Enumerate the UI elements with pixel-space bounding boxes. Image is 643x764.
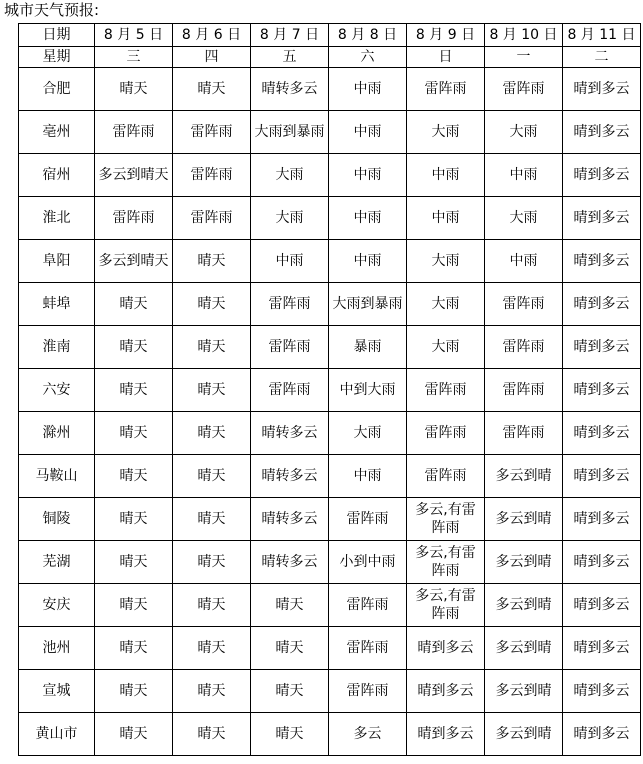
forecast-cell: 中雨 xyxy=(407,197,485,240)
city-cell: 淮南 xyxy=(19,326,95,369)
forecast-cell: 中雨 xyxy=(251,240,329,283)
forecast-cell: 晴转多云 xyxy=(251,498,329,541)
table-row xyxy=(19,627,641,670)
forecast-cell: 大雨 xyxy=(407,283,485,326)
forecast-cell: 晴天 xyxy=(173,584,251,627)
forecast-cell: 雷阵雨 xyxy=(407,412,485,455)
forecast-cell: 多云到晴天 xyxy=(95,240,173,283)
forecast-cell: 雷阵雨 xyxy=(251,283,329,326)
forecast-cell: 雷阵雨 xyxy=(173,111,251,154)
forecast-cell: 晴天 xyxy=(251,670,329,713)
forecast-cell: 中雨 xyxy=(329,154,407,197)
forecast-cell: 大雨 xyxy=(407,111,485,154)
weekday-cell: 日 xyxy=(407,47,485,68)
date-cell: 8 月 6 日 xyxy=(173,24,251,47)
forecast-cell: 晴天 xyxy=(173,240,251,283)
city-cell: 六安 xyxy=(19,369,95,412)
table-row xyxy=(19,154,641,197)
table-row xyxy=(19,713,641,756)
date-cell: 8 月 10 日 xyxy=(485,24,563,47)
forecast-cell: 大雨 xyxy=(407,326,485,369)
table-row xyxy=(19,111,641,154)
city-cell: 芜湖 xyxy=(19,541,95,584)
forecast-cell: 晴到多云 xyxy=(563,240,641,283)
forecast-cell: 多云到晴 xyxy=(485,455,563,498)
forecast-cell: 多云到晴天 xyxy=(95,154,173,197)
forecast-cell: 中到大雨 xyxy=(329,369,407,412)
forecast-cell: 晴到多云 xyxy=(563,713,641,756)
date-cell: 8 月 11 日 xyxy=(563,24,641,47)
forecast-cell: 晴天 xyxy=(251,713,329,756)
forecast-cell: 晴天 xyxy=(251,584,329,627)
date-cell: 8 月 5 日 xyxy=(95,24,173,47)
table-row xyxy=(19,240,641,283)
table-row xyxy=(19,455,641,498)
forecast-cell: 大雨到暴雨 xyxy=(329,283,407,326)
table-row xyxy=(19,498,641,541)
forecast-cell: 多云到晴 xyxy=(485,541,563,584)
forecast-cell: 晴天 xyxy=(173,412,251,455)
forecast-cell: 雷阵雨 xyxy=(329,498,407,541)
forecast-cell: 雷阵雨 xyxy=(485,369,563,412)
forecast-cell: 大雨到暴雨 xyxy=(251,111,329,154)
forecast-cell: 大雨 xyxy=(251,154,329,197)
city-cell: 池州 xyxy=(19,627,95,670)
table-row xyxy=(19,326,641,369)
forecast-cell: 晴天 xyxy=(95,713,173,756)
weekday-cell: 二 xyxy=(563,47,641,68)
forecast-cell: 多云到晴 xyxy=(485,584,563,627)
table-row xyxy=(19,283,641,326)
date-label-cell: 日期 xyxy=(19,24,95,47)
forecast-cell: 晴转多云 xyxy=(251,68,329,111)
forecast-cell: 多云到晴 xyxy=(485,498,563,541)
table-row xyxy=(19,541,641,584)
forecast-cell: 中雨 xyxy=(329,111,407,154)
forecast-cell: 晴天 xyxy=(95,283,173,326)
forecast-cell: 多云到晴 xyxy=(485,713,563,756)
forecast-cell: 晴到多云 xyxy=(563,197,641,240)
forecast-cell: 晴天 xyxy=(173,541,251,584)
forecast-cell: 晴到多云 xyxy=(563,111,641,154)
forecast-cell: 雷阵雨 xyxy=(329,670,407,713)
forecast-cell: 晴转多云 xyxy=(251,412,329,455)
city-cell: 安庆 xyxy=(19,584,95,627)
table-row xyxy=(19,412,641,455)
forecast-cell: 晴天 xyxy=(251,627,329,670)
forecast-cell: 晴天 xyxy=(95,584,173,627)
weekday-cell: 五 xyxy=(251,47,329,68)
weekday-header-row xyxy=(19,47,641,68)
city-cell: 亳州 xyxy=(19,111,95,154)
date-header-row xyxy=(19,24,641,47)
forecast-cell: 晴天 xyxy=(95,455,173,498)
forecast-cell: 晴到多云 xyxy=(563,154,641,197)
table-row xyxy=(19,670,641,713)
forecast-cell: 晴天 xyxy=(95,670,173,713)
forecast-cell: 晴到多云 xyxy=(407,627,485,670)
weekday-label-cell: 星期 xyxy=(19,47,95,68)
forecast-cell: 晴天 xyxy=(95,498,173,541)
table-row xyxy=(19,369,641,412)
forecast-cell: 雷阵雨 xyxy=(251,369,329,412)
forecast-cell: 晴天 xyxy=(173,455,251,498)
forecast-cell: 晴到多云 xyxy=(563,584,641,627)
weekday-cell: 四 xyxy=(173,47,251,68)
forecast-cell: 多云 xyxy=(329,713,407,756)
table-row xyxy=(19,584,641,627)
city-cell: 宣城 xyxy=(19,670,95,713)
forecast-cell: 晴到多云 xyxy=(407,670,485,713)
forecast-cell: 大雨 xyxy=(485,111,563,154)
date-cell: 8 月 9 日 xyxy=(407,24,485,47)
table-row xyxy=(19,68,641,111)
weekday-cell: 六 xyxy=(329,47,407,68)
city-cell: 合肥 xyxy=(19,68,95,111)
forecast-cell: 暴雨 xyxy=(329,326,407,369)
city-cell: 滁州 xyxy=(19,412,95,455)
city-cell: 淮北 xyxy=(19,197,95,240)
forecast-cell: 多云,有雷阵雨 xyxy=(407,584,485,627)
forecast-cell: 小到中雨 xyxy=(329,541,407,584)
forecast-cell: 雷阵雨 xyxy=(95,111,173,154)
forecast-cell: 晴到多云 xyxy=(407,713,485,756)
forecast-cell: 雷阵雨 xyxy=(251,326,329,369)
forecast-cell: 大雨 xyxy=(485,197,563,240)
forecast-cell: 晴转多云 xyxy=(251,541,329,584)
forecast-cell: 中雨 xyxy=(329,68,407,111)
forecast-cell: 晴天 xyxy=(173,713,251,756)
date-cell: 8 月 7 日 xyxy=(251,24,329,47)
forecast-cell: 雷阵雨 xyxy=(485,326,563,369)
forecast-cell: 雷阵雨 xyxy=(485,283,563,326)
forecast-cell: 多云到晴 xyxy=(485,627,563,670)
forecast-cell: 多云,有雷阵雨 xyxy=(407,498,485,541)
forecast-cell: 中雨 xyxy=(485,240,563,283)
forecast-cell: 晴天 xyxy=(95,369,173,412)
forecast-cell: 雷阵雨 xyxy=(173,197,251,240)
forecast-cell: 大雨 xyxy=(329,412,407,455)
forecast-cell: 大雨 xyxy=(251,197,329,240)
forecast-cell: 晴天 xyxy=(173,498,251,541)
forecast-cell: 晴到多云 xyxy=(563,283,641,326)
forecast-cell: 晴到多云 xyxy=(563,670,641,713)
forecast-cell: 雷阵雨 xyxy=(329,627,407,670)
forecast-cell: 晴转多云 xyxy=(251,455,329,498)
forecast-cell: 晴到多云 xyxy=(563,412,641,455)
city-cell: 宿州 xyxy=(19,154,95,197)
forecast-cell: 晴到多云 xyxy=(563,498,641,541)
forecast-cell: 晴天 xyxy=(173,627,251,670)
forecast-cell: 雷阵雨 xyxy=(173,154,251,197)
forecast-cell: 雷阵雨 xyxy=(329,584,407,627)
forecast-cell: 晴到多云 xyxy=(563,541,641,584)
forecast-cell: 晴天 xyxy=(95,68,173,111)
forecast-cell: 晴天 xyxy=(173,670,251,713)
forecast-cell: 晴到多云 xyxy=(563,455,641,498)
forecast-cell: 雷阵雨 xyxy=(485,412,563,455)
forecast-cell: 雷阵雨 xyxy=(485,68,563,111)
forecast-cell: 大雨 xyxy=(407,240,485,283)
forecast-cell: 晴天 xyxy=(95,627,173,670)
forecast-cell: 晴到多云 xyxy=(563,627,641,670)
city-cell: 铜陵 xyxy=(19,498,95,541)
table-row xyxy=(19,197,641,240)
forecast-cell: 雷阵雨 xyxy=(407,455,485,498)
forecast-cell: 晴到多云 xyxy=(563,326,641,369)
city-cell: 黄山市 xyxy=(19,713,95,756)
forecast-cell: 晴到多云 xyxy=(563,369,641,412)
forecast-cell: 中雨 xyxy=(407,154,485,197)
forecast-cell: 多云,有雷阵雨 xyxy=(407,541,485,584)
forecast-cell: 晴天 xyxy=(95,326,173,369)
forecast-cell: 晴天 xyxy=(173,68,251,111)
weekday-cell: 一 xyxy=(485,47,563,68)
forecast-cell: 晴天 xyxy=(173,283,251,326)
forecast-cell: 中雨 xyxy=(329,197,407,240)
forecast-cell: 雷阵雨 xyxy=(95,197,173,240)
page-title: 城市天气预报: xyxy=(4,1,100,19)
forecast-cell: 多云到晴 xyxy=(485,670,563,713)
forecast-cell: 雷阵雨 xyxy=(407,369,485,412)
forecast-cell: 雷阵雨 xyxy=(407,68,485,111)
city-cell: 马鞍山 xyxy=(19,455,95,498)
forecast-cell: 晴到多云 xyxy=(563,68,641,111)
forecast-cell: 晴天 xyxy=(95,412,173,455)
forecast-cell: 晴天 xyxy=(95,541,173,584)
forecast-cell: 中雨 xyxy=(329,455,407,498)
forecast-cell: 晴天 xyxy=(173,369,251,412)
city-cell: 阜阳 xyxy=(19,240,95,283)
date-cell: 8 月 8 日 xyxy=(329,24,407,47)
forecast-cell: 中雨 xyxy=(485,154,563,197)
weekday-cell: 三 xyxy=(95,47,173,68)
weather-forecast-table xyxy=(18,23,641,756)
city-cell: 蚌埠 xyxy=(19,283,95,326)
forecast-cell: 晴天 xyxy=(173,326,251,369)
forecast-cell: 中雨 xyxy=(329,240,407,283)
